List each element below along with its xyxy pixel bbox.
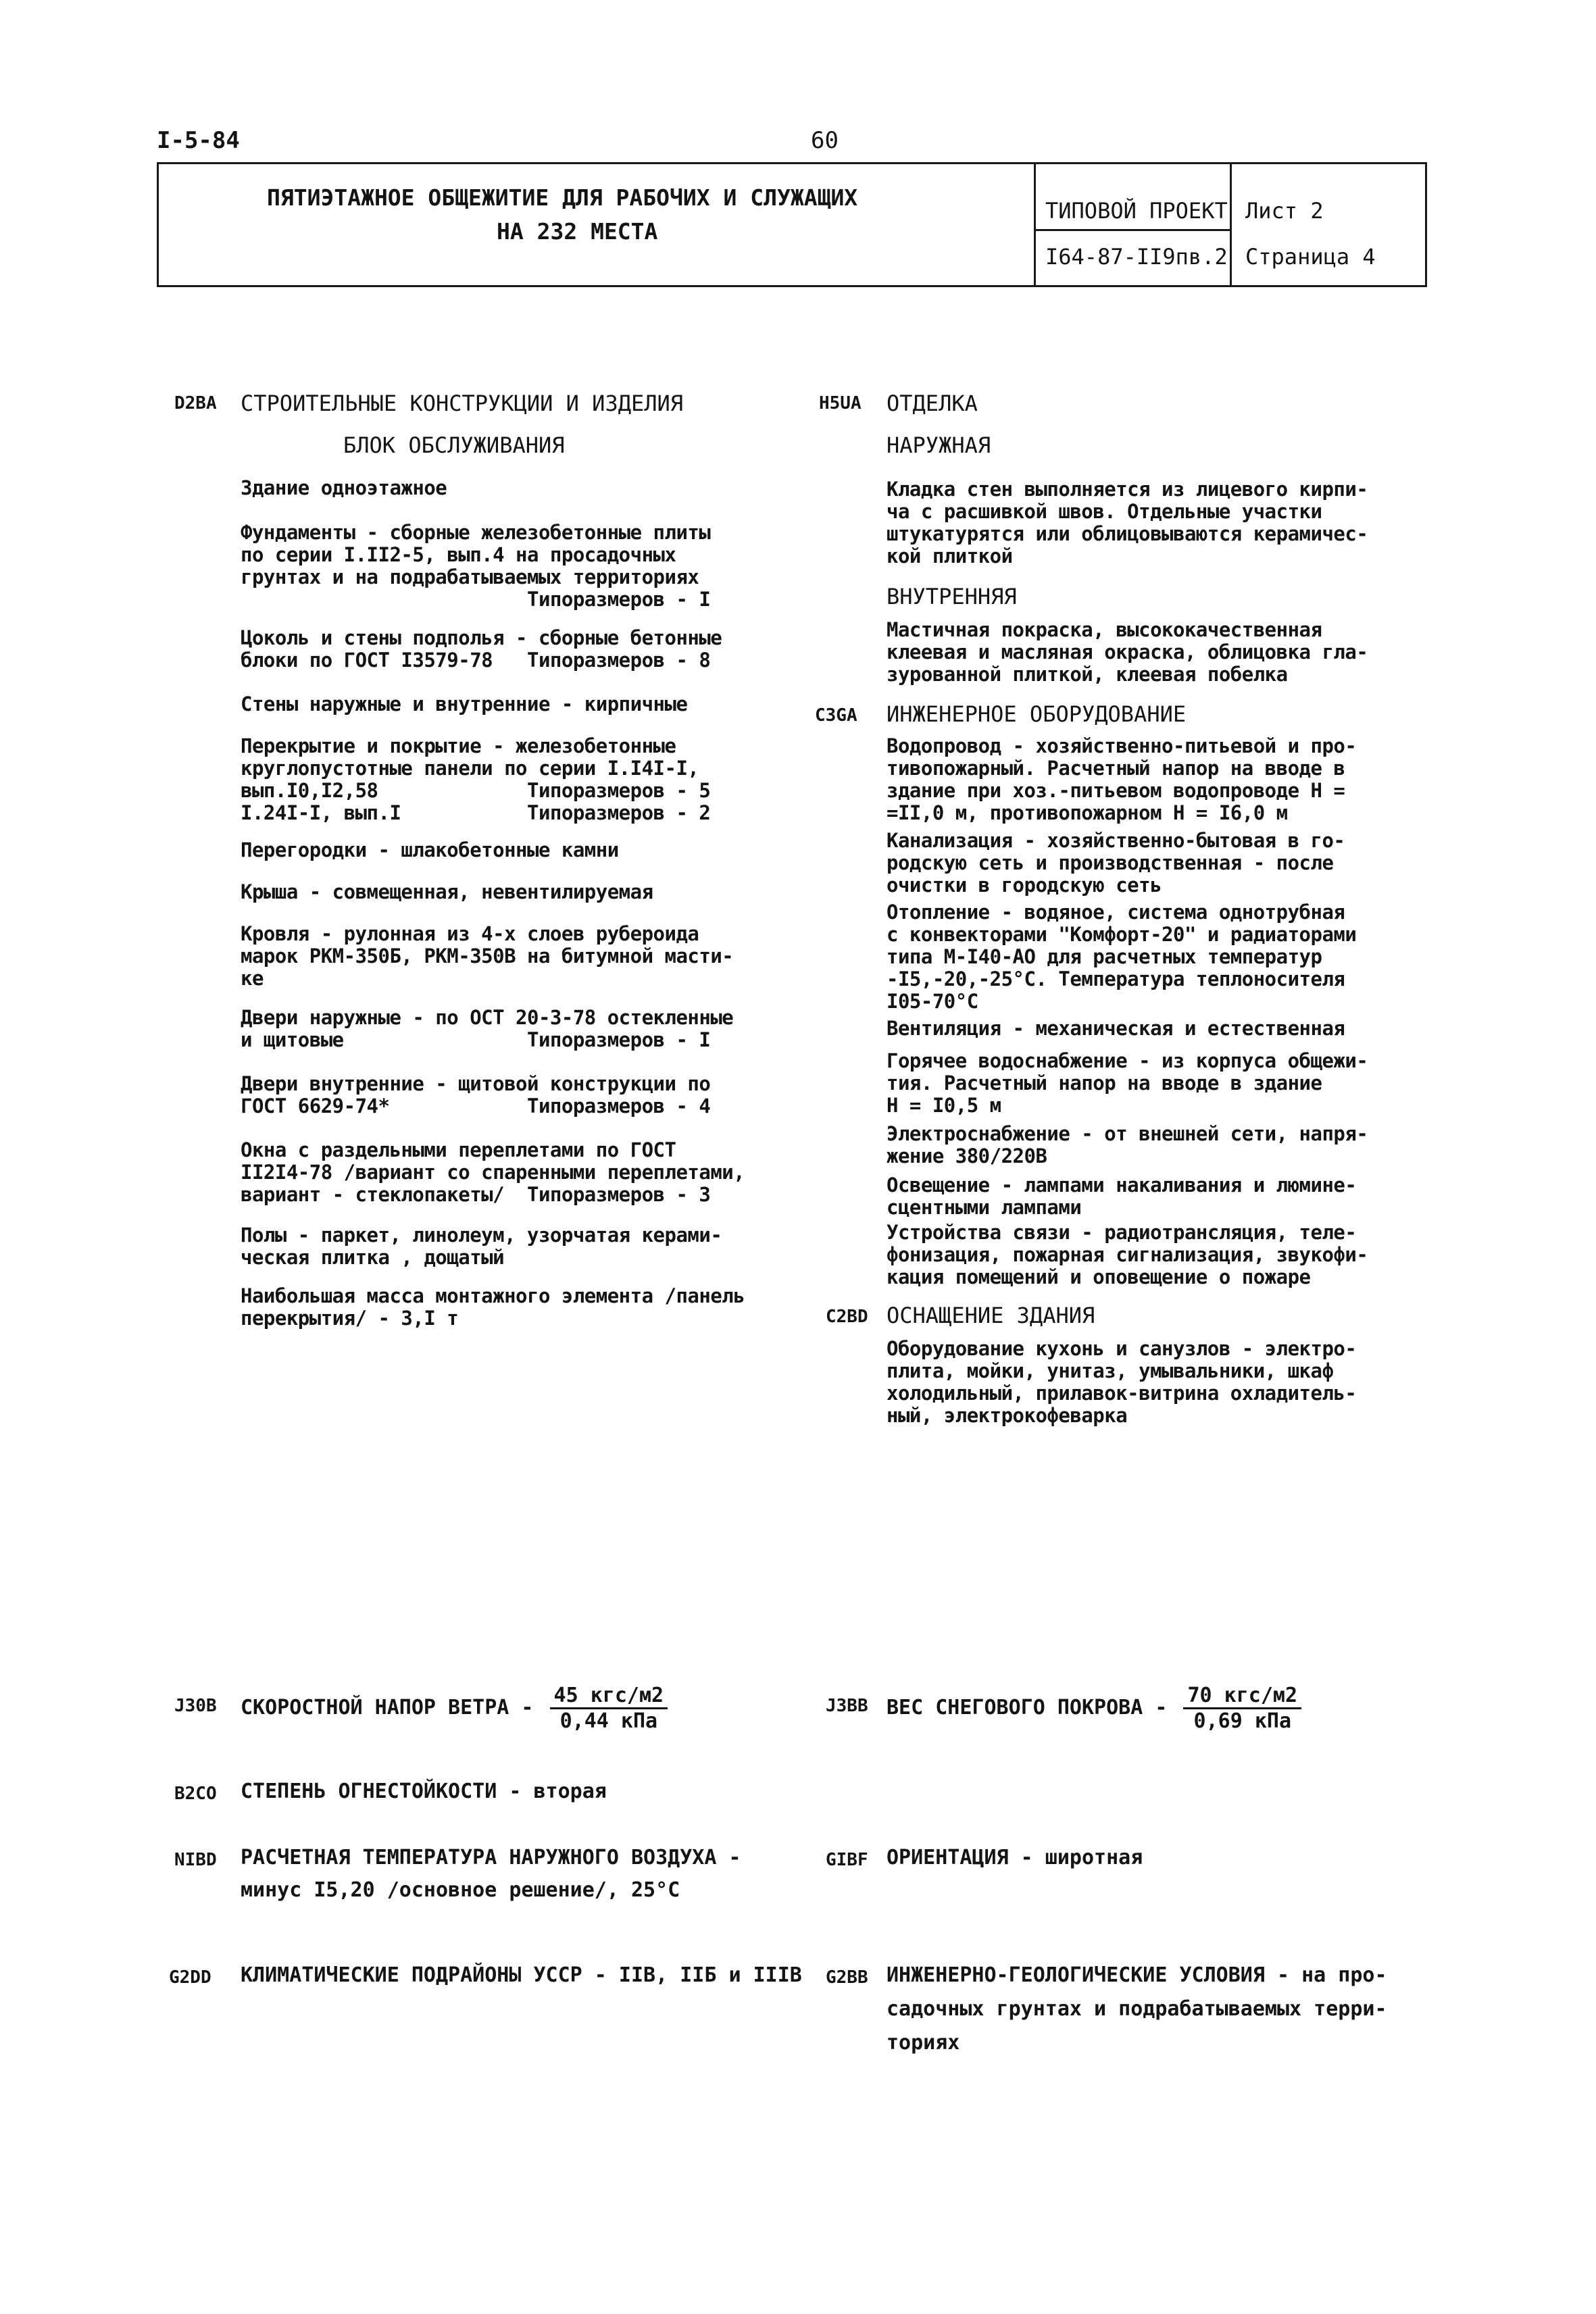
spec-item: Перегородки - шлакобетонные камни xyxy=(241,838,619,861)
section-subheading: НАРУЖНАЯ xyxy=(887,432,991,458)
project-cell xyxy=(1036,164,1232,285)
title-block xyxy=(157,162,1427,287)
engineering-item: Горячее водоснабжение - из корпуса общежи- тия. Расчетный напор на вводе в здание Н = I0,5 м xyxy=(887,1049,1368,1117)
section-subheading: БЛОК ОБСЛУЖИВАНИЯ xyxy=(343,432,565,458)
section-heading: СТРОИТЕЛЬНЫЕ КОНСТРУКЦИИ И ИЗДЕЛИЯ xyxy=(241,391,684,416)
section-subheading: ВНУТРЕННЯЯ xyxy=(887,584,1017,609)
engineering-item: Электроснабжение - от внешней сети, напря- жение 380/220В xyxy=(887,1122,1368,1167)
page-number: 60 xyxy=(811,127,839,154)
section-heading: ОТДЕЛКА xyxy=(887,391,978,416)
engineering-item: Устройства связи - радиотрансляция, теле- фонизация, пожарная сигнализация, звукофи- кация помещений и оповещение о пожаре xyxy=(887,1221,1368,1288)
engineering-item: Вентиляция - механическая и естественная xyxy=(887,1017,1345,1040)
spec-item: Перекрытие и покрытие - железобетонные круглопустотные панели по серии I.I4I-I, вып.I0,I2,58 Типоразмеров - 5 I.24I-I, вып.I Типоразмеров - 2 xyxy=(241,734,711,824)
spec-item: Здание одноэтажное xyxy=(241,476,447,499)
param-code: G2DD xyxy=(169,1967,211,1988)
param-code: G2BB xyxy=(826,1967,868,1988)
section-code: H5UA xyxy=(819,393,862,413)
spec-item: Окна с раздельными переплетами по ГОСТ II2I4-78 /вариант со спаренными переплетами, вариант - стеклопакеты/ Типоразмеров - 3 xyxy=(241,1138,745,1206)
section-code: C2BD xyxy=(826,1307,868,1327)
engineering-item: Освещение - лампами накаливания и люмине- сцентными лампами xyxy=(887,1174,1357,1219)
cell-divider xyxy=(1036,229,1230,231)
snow-load xyxy=(887,1684,1301,1733)
param-code: NIBD xyxy=(174,1850,217,1870)
spec-item: Стены наружные и внутренние - кирпичные xyxy=(241,693,688,715)
sheet-number: Лист 2 xyxy=(1245,198,1324,224)
title-cell xyxy=(159,164,1036,285)
title-line-1: ПЯТИЭТАЖНОЕ ОБЩЕЖИТИЕ ДЛЯ РАБОЧИХ И СЛУЖАЩИХ xyxy=(267,184,858,211)
spec-item: Полы - паркет, линолеум, узорчатая керами- ческая плитка , дощатый xyxy=(241,1224,722,1269)
snow-numerator: 70 кгс/м2 xyxy=(1183,1684,1301,1709)
spec-item: Двери внутренние - щитовой конструкции по ГОСТ 6629-74* Типоразмеров - 4 xyxy=(241,1072,711,1117)
finish-inner: Мастичная покраска, высококачественная клеевая и масляная окраска, облицовка гла- зурованной плиткой, клеевая побелка xyxy=(887,618,1368,686)
geology-line-1: ИНЖЕНЕРНО-ГЕОЛОГИЧЕСКИЕ УСЛОВИЯ - на про- xyxy=(887,1963,1387,1987)
section-heading: ИНЖЕНЕРНОЕ ОБОРУДОВАНИЕ xyxy=(887,701,1187,727)
design-temperature-1: РАСЧЕТНАЯ ТЕМПЕРАТУРА НАРУЖНОГО ВОЗДУХА - xyxy=(241,1846,741,1869)
design-temperature-2: минус I5,20 /основное решение/, 25°С xyxy=(241,1878,680,1902)
spec-item: Кровля - рулонная из 4-х слоев рубероида марок РКМ-350Б, РКМ-350В на битумной масти- ке xyxy=(241,922,734,990)
engineering-item: Отопление - водяное, система однотрубная с конвекторами "Комфорт-20" и радиаторами типа М-I40-АО для расчетных температур -I5,-20,-25°С. Температура теплоносителя I05-70°С xyxy=(887,901,1357,1013)
finish-outer: Кладка стен выполняется из лицевого кирпи- ча с расшивкой швов. Отдельные участки штукатурятся или облицовываются керамичес- кой плиткой xyxy=(887,478,1368,568)
wind-fraction xyxy=(550,1684,668,1733)
geology-line-3: ториях xyxy=(887,2031,960,2055)
orientation: ОРИЕНТАЦИЯ - широтная xyxy=(887,1846,1143,1869)
document-code: I-5-84 xyxy=(157,127,240,154)
wind-pressure xyxy=(241,1684,668,1733)
spec-item: Цоколь и стены подполья - сборные бетонные блоки по ГОСТ I3579-78 Типоразмеров - 8 xyxy=(241,626,722,672)
param-code: B2CO xyxy=(174,1784,217,1804)
spec-item: Двери наружные - по ОСТ 20-3-78 остекленные и щитовые Типоразмеров - I xyxy=(241,1006,734,1051)
page-label: Страница 4 xyxy=(1245,244,1376,270)
param-code: J3BB xyxy=(826,1696,868,1716)
fire-resistance: СТЕПЕНЬ ОГНЕСТОЙКОСТИ - вторая xyxy=(241,1780,607,1803)
engineering-item: Канализация - хозяйственно-бытовая в го- родскую сеть и производственная - после очистки в городскую сеть xyxy=(887,829,1345,897)
section-code: C3GA xyxy=(815,705,857,726)
param-code: GIBF xyxy=(826,1850,868,1870)
spec-item: Крыша - совмещенная, невентилируемая xyxy=(241,880,653,903)
snow-denominator: 0,69 кПа xyxy=(1193,1709,1292,1733)
title-line-2: НА 232 МЕСТА xyxy=(497,218,658,245)
snow-label: ВЕС СНЕГОВОГО ПОКРОВА - xyxy=(887,1696,1168,1719)
spec-item: Наибольшая масса монтажного элемента /панель перекрытия/ - 3,I т xyxy=(241,1284,745,1330)
wind-numerator: 45 кгс/м2 xyxy=(550,1684,668,1709)
geology-line-2: садочных грунтах и подрабатываемых терри- xyxy=(887,1997,1387,2021)
project-number: I64-87-II9пв.2 xyxy=(1045,244,1228,270)
section-heading: ОСНАЩЕНИЕ ЗДАНИЯ xyxy=(887,1303,1095,1328)
sheet-cell xyxy=(1232,164,1425,285)
project-label: ТИПОВОЙ ПРОЕКТ xyxy=(1045,198,1228,224)
equipment-text: Оборудование кухонь и санузлов - электро- плита, мойки, унитаз, умывальники, шкаф холодильный, прилавок-витрина охладитель- ный, электрокофеварка xyxy=(887,1337,1357,1427)
section-code: D2BA xyxy=(174,393,217,413)
spec-item: Фундаменты - сборные железобетонные плиты по серии I.II2-5, вып.4 на просадочных грунтах и на подрабатываемых территориях Типоразмеров - I xyxy=(241,521,711,611)
wind-denominator: 0,44 кПа xyxy=(559,1709,658,1733)
wind-label: СКОРОСТНОЙ НАПОР ВЕТРА - xyxy=(241,1696,534,1719)
engineering-item: Водопровод - хозяйственно-питьевой и про- тивопожарный. Расчетный напор на вводе в здание при хоз.-питьевом водопроводе Н = =II,0 м, противопожарном Н = I6,0 м xyxy=(887,734,1357,824)
climatic-subregions: КЛИМАТИЧЕСКИЕ ПОДРАЙОНЫ УССР - IIВ, IIБ и IIIВ xyxy=(241,1963,802,1987)
snow-fraction xyxy=(1183,1684,1301,1733)
param-code: J30B xyxy=(174,1696,217,1716)
